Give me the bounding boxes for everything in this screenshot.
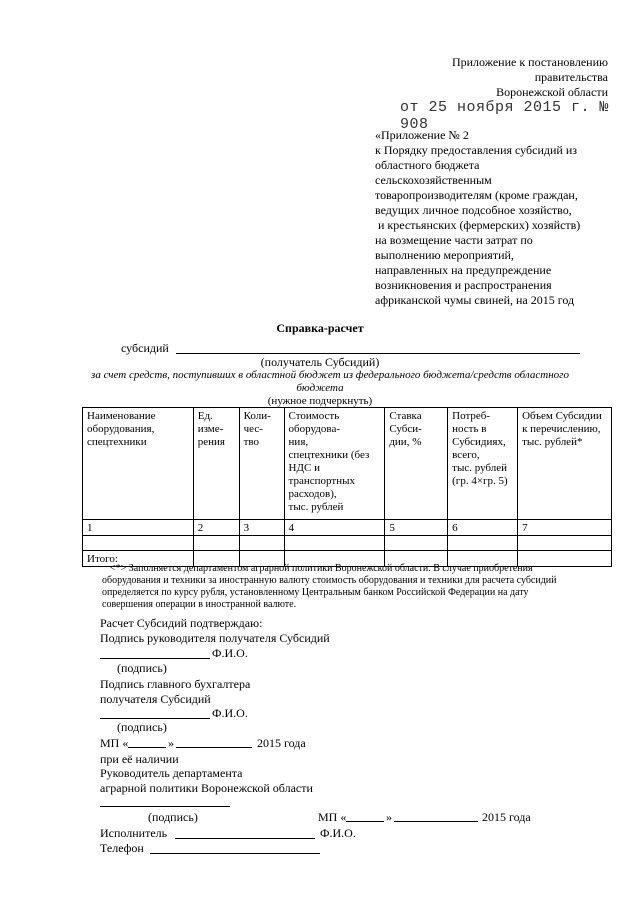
accountant-label-2: получателя Субсидий [100,692,211,706]
head-signature-line [100,658,210,659]
mp-mid: » [168,736,174,750]
underline-note: (нужное подчеркнуть) [267,395,373,407]
header-cell-volume: Объем Субсидии к перечислению, тыс. рублей* [518,408,612,520]
column-number: 3 [239,520,284,536]
table-number-row [83,520,612,536]
header-line-3: Воронежской области [496,85,608,99]
fio-label: Ф.И.О. [320,826,356,840]
appendix-line: и крестьянских (фермерских) хозяйств) [375,218,581,232]
header-cell-unit: Ед. изме- рения [193,408,239,520]
recipient-line [176,353,580,354]
subsidy-table [82,407,612,567]
footnote-line: совершения операции в иностранной валюте. [102,599,297,610]
dept-label-2: аграрной политики Воронежской области [100,781,313,795]
fio-label: Ф.И.О. [212,706,248,720]
appendix-line: на возмещение части затрат по [375,233,533,247]
head-signature-label: Подпись руководителя получателя Субсидий [100,631,330,645]
column-number: 2 [193,520,239,536]
header-cell-cost: Стоимость оборудова- ния, спецтехники (без НДС и транспортных расходов), тыс. рублей [284,408,385,520]
phone-label: Телефон [100,841,144,855]
mp-day-line [346,821,384,822]
appendix-line: сельскохозяйственным [375,173,492,187]
accountant-signature-line [100,718,210,719]
mp-prefix: МП « [100,736,129,750]
footnote-line: оборудования и техники за иностранную валюту стоимость оборудования и техники для расчета субсидий [102,575,557,586]
confirm-label: Расчет Субсидий подтверждаю: [100,616,263,630]
subsidy-label: субсидий [121,341,169,355]
footnote [102,563,604,611]
mp-prefix: МП « [318,810,347,824]
recipient-note: (получатель Субсидий) [260,355,380,369]
if-any-label: при её наличии [100,752,179,766]
funding-line-1: за счет средств, поступивших в областной бюджет из федерального бюджета/средств областного [91,369,569,381]
decree-stamp: от 25 ноября 2015 г. № 908 [400,99,610,133]
form-title: Справка-расчет [276,321,364,335]
dept-signature-line [100,806,230,807]
appendix-line: ведущих личное подсобное хозяйство, [375,203,572,217]
header-block [452,55,608,100]
footnote-line: определяется по курсу рубля, установленному Центральным банком Российской Федерации на дату [102,587,529,598]
phone-line [150,853,320,854]
header-line-1: Приложение к постановлению [451,55,608,69]
year-label: 2015 года [482,810,531,824]
header-cell-quantity: Коли- чес- тво [239,408,284,520]
header-cell-need: Потреб- ность в Субсидиях, всего, тыс. рублей (гр. 4×гр. 5) [448,408,518,520]
footnote-line: <*> Заполняется департаментом аграрной политики Воронежской области. В случае приобретения [110,563,533,574]
column-number: 1 [83,520,194,536]
header-cell-rate: Ставка Субси- дии, % [385,408,448,520]
dept-label-1: Руководитель департамента [100,766,243,780]
mp-mid: » [386,810,392,824]
table-row [83,536,612,551]
mp-month-line [394,821,478,822]
table-header-row [83,408,612,520]
appendix-line: областного бюджета [375,158,480,172]
appendix-line: направленных на предупреждение [375,263,552,277]
appendix-title: «Приложение № 2 [375,128,469,142]
mp-month-line [176,747,252,748]
header-line-2: правительства [534,70,608,84]
column-number: 4 [284,520,385,536]
funding-line-2: бюджета [296,382,344,394]
appendix-line: возникновения и распространения [375,278,552,292]
executor-line [175,838,315,839]
appendix-line: африканской чумы свиней, на 2015 год [375,293,575,307]
appendix-block [375,128,625,308]
appendix-line: товаропроизводителям (кроме граждан, [375,188,578,202]
column-number: 6 [448,520,518,536]
total-label: Итого: [83,551,194,567]
executor-label: Исполнитель [100,826,168,840]
accountant-label-1: Подпись главного бухгалтера [100,677,251,691]
column-number: 5 [385,520,448,536]
year-label: 2015 года [257,736,306,750]
header-cell-name: Наименование оборудования, спецтехники [83,408,194,520]
mp-day-line [128,747,166,748]
appendix-line: к Порядку предоставления субсидий из [375,143,577,157]
signature-note: (подпись) [117,720,167,734]
signature-note: (подпись) [117,661,167,675]
column-number: 7 [518,520,612,536]
fio-label: Ф.И.О. [212,646,248,660]
signature-note: (подпись) [148,810,198,824]
appendix-line: выполнению мероприятий, [375,248,514,262]
